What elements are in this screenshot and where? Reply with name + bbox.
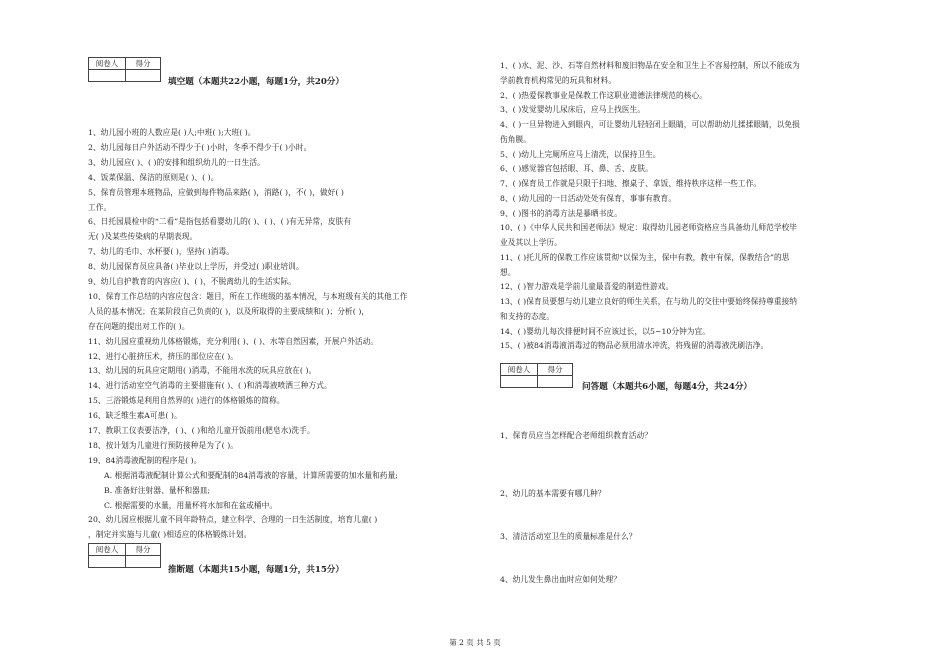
score-box-label-score: 得分 bbox=[126, 544, 161, 556]
judgment-line: 学前教育机构常见的玩具和材料。 bbox=[500, 75, 617, 85]
fill-blank-line: 5、保育员管理本班物品，应做到每件物品来路( )，消路( )，不( )，做好( ) bbox=[88, 187, 344, 197]
judgment-line: 业及其以上学历。 bbox=[500, 238, 562, 247]
fill-blank-line: 8、幼儿园保育员应具备( )毕业以上学历，并受过( )职业培训。 bbox=[88, 262, 304, 272]
qa-question: 2、幼儿的基本需要有哪几种？ bbox=[500, 489, 606, 498]
score-box-label-score: 得分 bbox=[538, 364, 573, 376]
section-title-fill-blank: 填空题（本题共22小题，每题1分，共20分） bbox=[168, 77, 344, 87]
fill-blank-line: 15、三浴锻炼是利用自然界的( )进行的体格锻炼的简称。 bbox=[88, 396, 285, 406]
judgment-line: 4、( )一旦异物进入到眼内，可让婴幼儿轻轻闭上眼睛，可以帮助幼儿揉揉眼睛，以免损 bbox=[500, 120, 800, 129]
fill-blank-line: 19、84消毒液配制的程序是( )。 bbox=[88, 455, 202, 465]
section-title-qa: 问答题（本题共6小题，每题4分，共24分） bbox=[582, 382, 753, 392]
judgment-line: 2、( )热爱保教事业是保教工作这职业道德法律规范的核心。 bbox=[500, 90, 707, 100]
score-box-label-grader: 阅卷人 bbox=[89, 58, 126, 70]
fill-blank-line: 13、幼儿园的玩具应定期用( )消毒，不能用水洗的玩具应放在( )。 bbox=[88, 366, 317, 376]
judgment-line: 9、( )图书的消毒方法是暴晒书皮。 bbox=[500, 208, 622, 218]
fill-blank-line: 2、幼儿园每日户外活动不得少于( )小时，冬季不得少于( )小时。 bbox=[88, 142, 312, 152]
fill-blank-line: 18、按计划为儿童进行预防接种是为了( )。 bbox=[88, 440, 239, 450]
qa-question: 4、幼儿发生鼻出血时应如何处理？ bbox=[500, 575, 622, 584]
judgment-line: 1、( )水、泥、沙、石等自然材料和废旧物品在安全和卫生上不容易控制，所以不能成为 bbox=[500, 61, 800, 70]
score-box-3 bbox=[500, 363, 573, 388]
fill-blank-line: 3、幼儿园应( )、( )的安排和组织幼儿的一日生活。 bbox=[88, 157, 265, 167]
fill-blank-line: 9、幼儿自护教育的内容应( )、( )，不脱离幼儿的生活实际。 bbox=[88, 277, 296, 286]
judgment-line: 8、( )幼儿园的一日活动处处有保育，事事有教育。 bbox=[500, 193, 677, 203]
qa-question: 1、保育员应当怎样配合老师组织教育活动？ bbox=[500, 431, 652, 440]
judgment-line: 13、( )保育员要想与幼儿建立良好的师生关系，在与幼儿的交往中要始终保持尊重接纳 bbox=[500, 297, 798, 306]
judgment-line: 12、( )智力游戏是学前儿童最喜爱的制造性游戏。 bbox=[500, 282, 674, 292]
judgment-line: 5、( )幼儿上完厕所应马上清洗，以保持卫生。 bbox=[500, 149, 661, 159]
judgment-line: 14、( )婴幼儿每次排便时间不应该过长，以5~10分钟为宜。 bbox=[500, 326, 711, 336]
judgment-line: 11、( )托儿所的保教工作应该贯彻“以保为主，保中有教，教中有保，保教结合”的思 bbox=[500, 252, 790, 262]
fill-blank-line: 17、教职工仪表要洁净，( )、( )和给儿童开饭前用(肥皂水)洗手。 bbox=[88, 426, 315, 435]
fill-blank-line: 16、缺乏维生素A可患( )。 bbox=[88, 411, 182, 421]
fill-blank-line: 4、饭菜保温、保洁的原则是( )、( )。 bbox=[88, 172, 219, 182]
fill-blank-line: B. 准备好注射器、量杯和器皿; bbox=[104, 485, 211, 495]
score-box-label-grader: 阅卷人 bbox=[89, 544, 126, 556]
fill-blank-line: 工作。 bbox=[88, 202, 112, 212]
score-box-label-grader: 阅卷人 bbox=[501, 364, 538, 376]
score-box-1 bbox=[88, 57, 161, 82]
page-footer: 第 2 页 共 5 页 bbox=[449, 638, 501, 647]
fill-blank-line: C. 根据需要的水量，用量杯将水加和在盆或桶中。 bbox=[104, 500, 278, 510]
score-box-label-score: 得分 bbox=[126, 58, 161, 70]
judgment-line: 伤角膜。 bbox=[500, 134, 531, 144]
fill-blank-line: 20、幼儿园应根据儿童不同年龄特点，建立科学、合理的一日生活制度，培育儿童( ) bbox=[88, 515, 378, 525]
fill-blank-line: 14、进行活动室空气消毒的主要措施有( )、( )和消毒液喷洒三种方式。 bbox=[88, 381, 332, 391]
fill-blank-line: 6、日托园晨检中的“二看”是指包括看婴幼儿的( )、( )、( )有无异常，皮肤有 bbox=[88, 217, 352, 227]
qa-question: 3、清洁活动室卫生的质量标准是什么？ bbox=[500, 532, 637, 541]
judgment-line: 3、( )发觉婴幼儿尿床后，应马上找医生。 bbox=[500, 105, 646, 115]
fill-blank-line: 无( )及某些传染病的早期表现。 bbox=[88, 232, 198, 242]
fill-blank-line: 7、幼儿的毛巾、水杯要( )，坚持( )消毒。 bbox=[88, 247, 234, 257]
fill-blank-line: 存在问题的提出对工作的( )。 bbox=[88, 321, 190, 331]
judgment-line: 15、( )被84消毒液消毒过的物品必须用清水冲洗，将残留的消毒液洗刷洁净。 bbox=[500, 341, 769, 351]
fill-blank-line: A. 根据消毒液配制计算公式和要配制的84消毒液的容量，计算所需要的加水量和药量; bbox=[104, 470, 398, 480]
judgment-line: 10、( )《中华人民共和国老师法》规定：取得幼儿园老师资格应当具备幼儿师范学校毕 bbox=[500, 223, 798, 233]
section-title-judgment: 推断题（本题共15小题，每题1分，共15分） bbox=[168, 565, 344, 575]
fill-blank-line: 10、保育工作总结的内容应包含：题目，所在工作班级的基本情况，与本班级有关的其他工作 bbox=[88, 291, 408, 301]
judgment-line: 6、( )感觉器官包括眼、耳、鼻、舌、皮肤。 bbox=[500, 164, 653, 174]
judgment-line: 7、( )保育员工作就是只限于扫地、擦桌子、拿饭、维持秩序这样一些工作。 bbox=[500, 179, 762, 188]
fill-blank-line: 12、进行心脏挤压术，挤压的部位应在( )。 bbox=[88, 351, 239, 361]
judgment-line: 和支持的态度。 bbox=[500, 311, 555, 321]
judgment-line: 想。 bbox=[500, 267, 516, 277]
fill-blank-line: 1、幼儿园小班的人数应是( )人;中班( );大班( )。 bbox=[88, 128, 256, 137]
score-box-2 bbox=[88, 543, 161, 568]
fill-blank-line: ，制定并实施与儿童( )相适应的体格锻炼计划。 bbox=[88, 530, 252, 540]
fill-blank-line: 人员的基本情况；在某阶段自己负责的( )，以及所取得的主要成绩和( )；分析( )， bbox=[88, 306, 370, 316]
fill-blank-line: 11、幼儿园应重视幼儿体格锻炼，充分利用( )、( )、水等自然因素，开展户外活动。 bbox=[88, 336, 379, 346]
